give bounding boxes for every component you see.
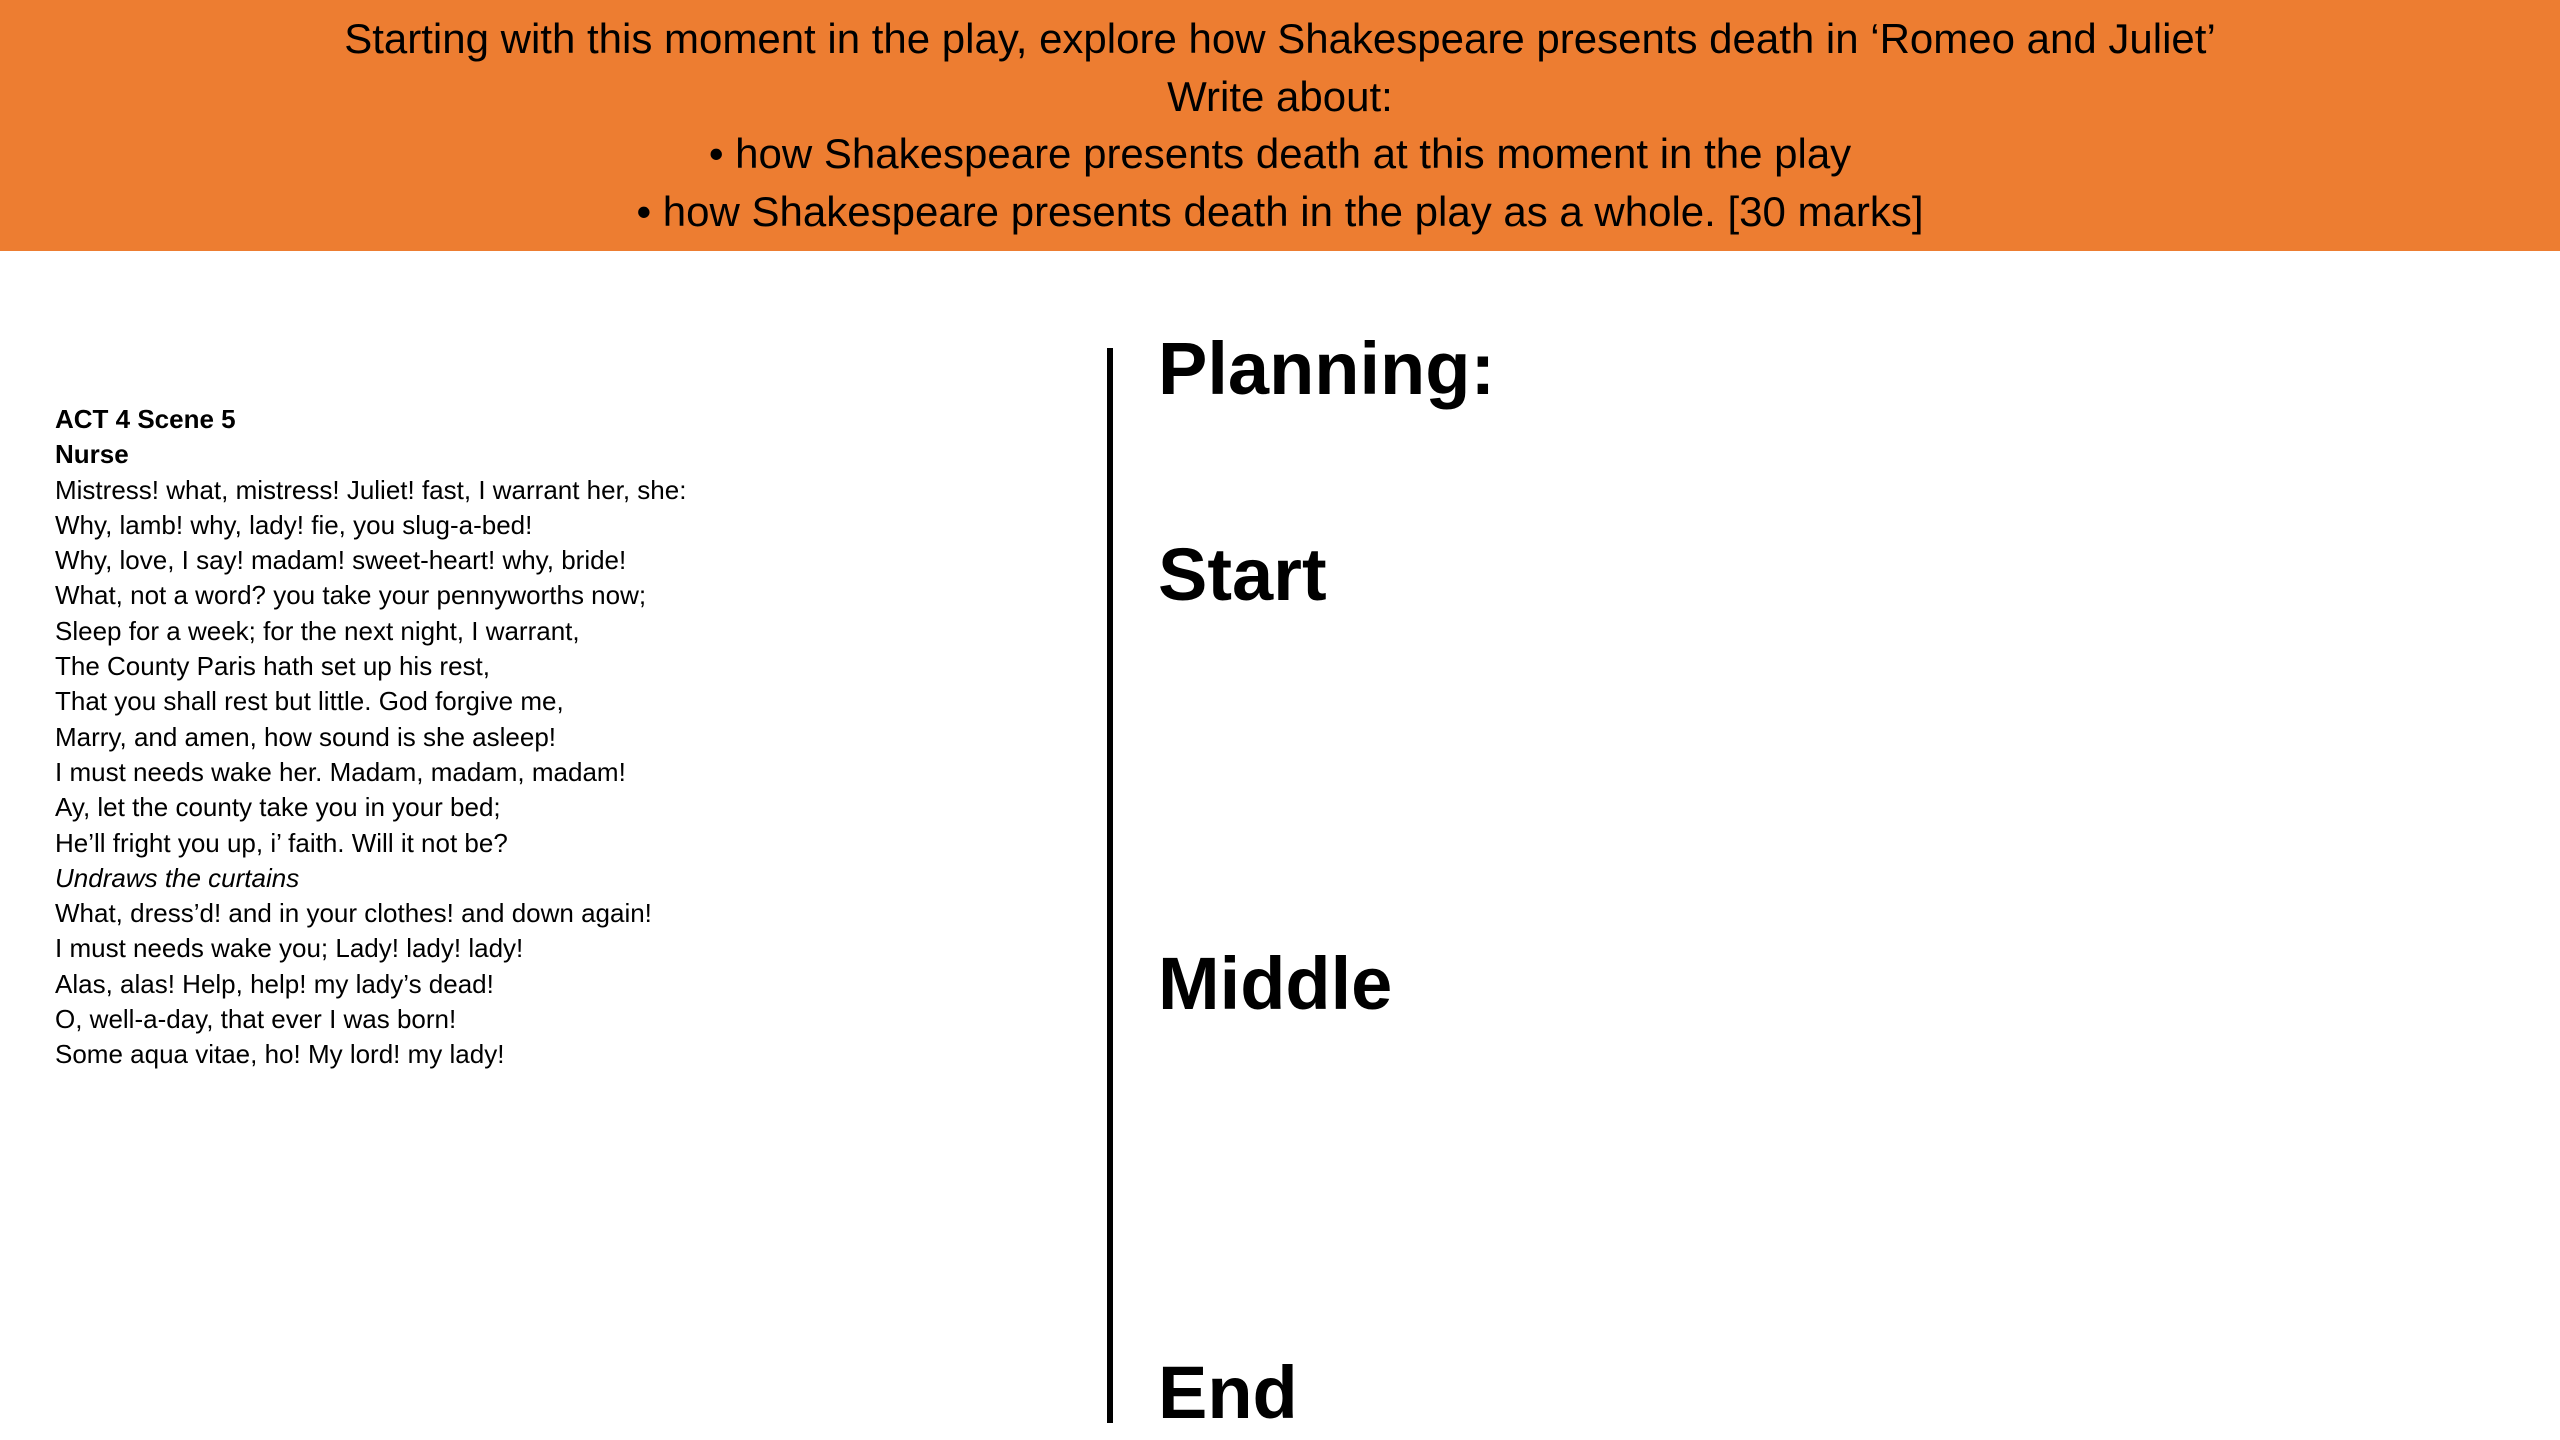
question-bullet-moment: • how Shakespeare presents death at this moment in the play bbox=[708, 130, 1852, 177]
question-bullet-whole: • how Shakespeare presents death in the play as a whole. [30 marks] bbox=[636, 187, 1924, 235]
question-write-about: Write about: bbox=[1167, 72, 1393, 120]
extract-line: What, dress’d! and in your clothes! and down again! bbox=[55, 898, 652, 929]
extract-line: What, not a word? you take your pennyworths now; bbox=[55, 580, 647, 611]
extract-line: Why, lamb! why, lady! fie, you slug-a-bed! bbox=[55, 509, 533, 540]
extract-line: Marry, and amen, how sound is she asleep! bbox=[55, 721, 557, 752]
extract-line: That you shall rest but little. God forgive me, bbox=[55, 686, 564, 717]
extract-line: Ay, let the county take you in your bed; bbox=[55, 792, 501, 823]
planning-end-heading: End bbox=[1158, 1351, 1298, 1434]
question-banner bbox=[0, 0, 2560, 251]
play-extract bbox=[55, 402, 1055, 1073]
extract-line: I must needs wake you; Lady! lady! lady! bbox=[55, 933, 524, 964]
extract-line: I must needs wake her. Madam, madam, madam! bbox=[55, 756, 626, 787]
planning-middle-heading: Middle bbox=[1158, 942, 1393, 1025]
planning-title: Planning: bbox=[1158, 327, 1496, 410]
act-scene-heading: ACT 4 Scene 5 bbox=[55, 404, 236, 434]
extract-line: O, well-a-day, that ever I was born! bbox=[55, 1004, 457, 1035]
extract-line: Some aqua vitae, ho! My lord! my lady! bbox=[55, 1039, 505, 1070]
extract-line: Alas, alas! Help, help! my lady’s dead! bbox=[55, 968, 494, 999]
question-prompt: Starting with this moment in the play, explore how Shakespeare presents death in ‘Romeo and Juliet’ bbox=[344, 15, 2216, 62]
speaker-name: Nurse bbox=[55, 439, 129, 470]
stage-direction: Undraws the curtains bbox=[55, 862, 300, 893]
extract-line: Mistress! what, mistress! Juliet! fast, I warrant her, she: bbox=[55, 474, 687, 505]
extract-line: Why, love, I say! madam! sweet-heart! why, bride! bbox=[55, 545, 627, 576]
extract-line: The County Paris hath set up his rest, bbox=[55, 651, 490, 682]
planning-start-heading: Start bbox=[1158, 533, 1327, 616]
extract-line: Sleep for a week; for the next night, I warrant, bbox=[55, 615, 580, 646]
extract-line: He’ll fright you up, i’ faith. Will it not be? bbox=[55, 827, 508, 858]
column-divider bbox=[1107, 348, 1113, 1423]
